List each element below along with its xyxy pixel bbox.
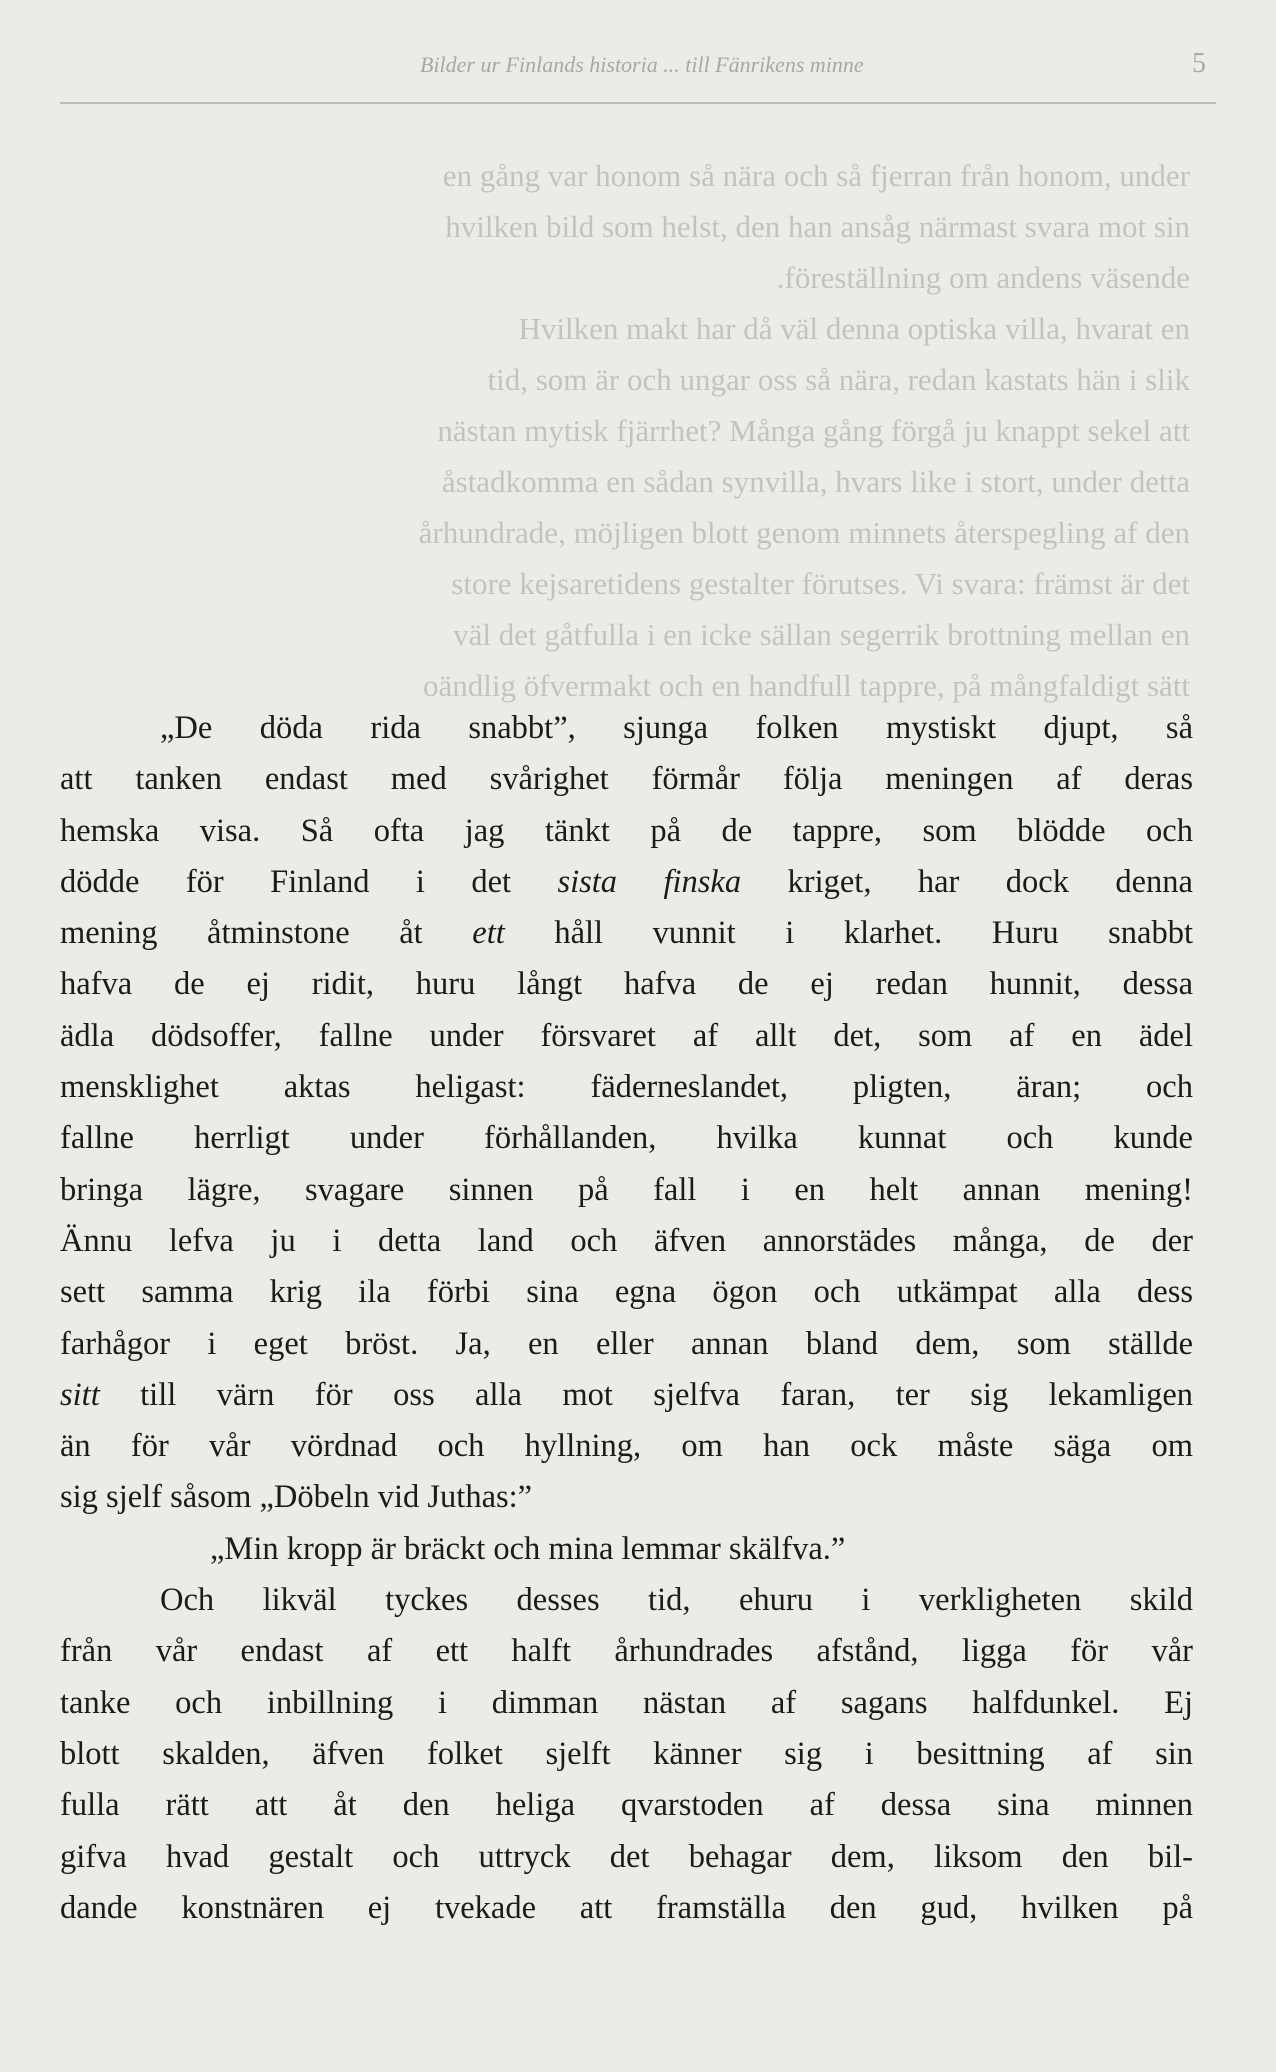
text-line [60, 1472, 1193, 1523]
bleed-line: oändlig öfvermakt och en handfull tappre, på mångfaldigt sätt [422, 668, 1190, 703]
text-segment: fallne herrligt under förhållanden, hvilka kunnat och kunde [60, 1120, 1193, 1157]
text-line [60, 1267, 1193, 1318]
bleed-through-text [60, 150, 1190, 711]
text-segment: kriget, har dock denna [741, 863, 1193, 900]
text-line [60, 959, 1193, 1010]
text-line [60, 1678, 1193, 1729]
text-line [60, 1729, 1193, 1780]
text-segment: Och likväl tyckes desses tid, ehuru i verkligheten skild [160, 1582, 1193, 1619]
italic-phrase: sitt [60, 1376, 100, 1413]
text-segment: blott skalden, äfven folket sjelft känner sig i besittning af sin [60, 1735, 1193, 1772]
bleed-line: en gång var honom så nära och så fjerran från honom, under [442, 158, 1190, 193]
body-text [60, 703, 1193, 1934]
text-line [60, 1113, 1193, 1164]
text-segment: Ännu lefva ju i detta land och äfven annorstädes många, de der [60, 1222, 1193, 1259]
bleed-line: åstadkomma en sådan synvilla, hvars like i stort, under detta [441, 464, 1190, 499]
text-line [60, 908, 1193, 959]
text-segment: hemska visa. Så ofta jag tänkt på de tappre, som blödde och [60, 812, 1193, 849]
text-line [60, 1319, 1193, 1370]
text-line [60, 1883, 1193, 1934]
text-line [60, 1216, 1193, 1267]
header-rule [60, 102, 1216, 104]
text-line [60, 806, 1193, 857]
text-segment: ädla dödsoffer, fallne under försvaret af allt det, som af en ädel [60, 1017, 1193, 1054]
running-title: Bilder ur Finlands historia ... till Fänrikens minne [420, 52, 864, 77]
quoted-verse-line [60, 1524, 1193, 1575]
text-segment: dödde för Finland i det [60, 863, 558, 900]
text-line [60, 1370, 1193, 1421]
text-segment: hafva de ej ridit, huru långt hafva de ej redan hunnit, dessa [60, 966, 1193, 1003]
text-segment: från vår endast af ett halft århundrades afstånd, ligga för vår [60, 1633, 1193, 1670]
bleed-line: århundrade, möjligen blott genom minnets återspegling af den [418, 515, 1190, 550]
bleed-line: nästan mytisk fjärrhet? Många gång förgå ju knappt sekel att [437, 413, 1190, 448]
text-segment: farhågor i eget bröst. Ja, en eller annan bland dem, som ställde [60, 1325, 1193, 1362]
text-line [60, 1626, 1193, 1677]
text-segment: att tanken endast med svårighet förmår följa meningen af deras [60, 761, 1193, 798]
text-segment: mensklighet aktas heligast: fäderneslandet, pligten, äran; och [60, 1069, 1193, 1106]
text-segment: till värn för oss alla mot sjelfva faran, ter sig lekamligen [99, 1376, 1193, 1413]
bleed-line: hvilken bild som helst, den han ansåg närmast svara mot sin [445, 209, 1190, 244]
bleed-line: föreställning om andens väsende. [776, 260, 1190, 295]
text-segment: fulla rätt att åt den heliga qvarstoden af dessa sina minnen [60, 1787, 1193, 1824]
text-segment: dande konstnären ej tvekade att framställa den gud, hvilken på [60, 1889, 1193, 1926]
text-line [60, 1780, 1193, 1831]
text-segment: sig sjelf såsom „Döbeln vid Juthas:” [60, 1479, 533, 1516]
bleed-line: store kejsaretidens gestalter förutses. Vi svara: främst är det [451, 566, 1190, 601]
bleed-line: tid, som är och ungar oss så nära, redan kastats hän i slik [487, 362, 1190, 397]
text-segment: gifva hvad gestalt och uttryck det behagar dem, liksom den bil- [60, 1838, 1193, 1875]
text-segment: mening åtminstone åt [60, 915, 473, 952]
text-line [60, 1575, 1193, 1626]
italic-phrase: ett [472, 915, 505, 952]
text-segment: „De döda rida snabbt”, sjunga folken mystiskt djupt, så [160, 710, 1193, 746]
text-segment: håll vunnit i klarhet. Huru snabbt [504, 915, 1193, 952]
text-line [60, 703, 1193, 754]
text-line [60, 1832, 1193, 1883]
bleed-line: Hvilken makt har då väl denna optiska villa, hvarat en [518, 311, 1190, 346]
bleed-line: väl det gåtfulla i en icke sällan segerrik brottning mellan en [453, 617, 1190, 652]
running-header [60, 46, 1216, 86]
text-line [60, 1062, 1193, 1113]
text-line [60, 1421, 1193, 1472]
text-segment: tanke och inbillning i dimman nästan af sagans halfdunkel. Ej [60, 1684, 1193, 1721]
text-line [60, 857, 1193, 908]
text-segment: sett samma krig ila förbi sina egna ögon och utkämpat alla dess [60, 1274, 1193, 1311]
text-line [60, 1165, 1193, 1216]
text-segment: „Min kropp är bräckt och mina lemmar skälfva.” [210, 1530, 846, 1567]
text-line [60, 1011, 1193, 1062]
text-segment: än för vår vördnad och hyllning, om han ock måste säga om [60, 1428, 1193, 1465]
italic-phrase: sista finska [557, 863, 742, 900]
text-segment: bringa lägre, svagare sinnen på fall i en helt annan mening! [60, 1171, 1193, 1208]
text-line [60, 754, 1193, 805]
page-number: 5 [1192, 48, 1206, 79]
